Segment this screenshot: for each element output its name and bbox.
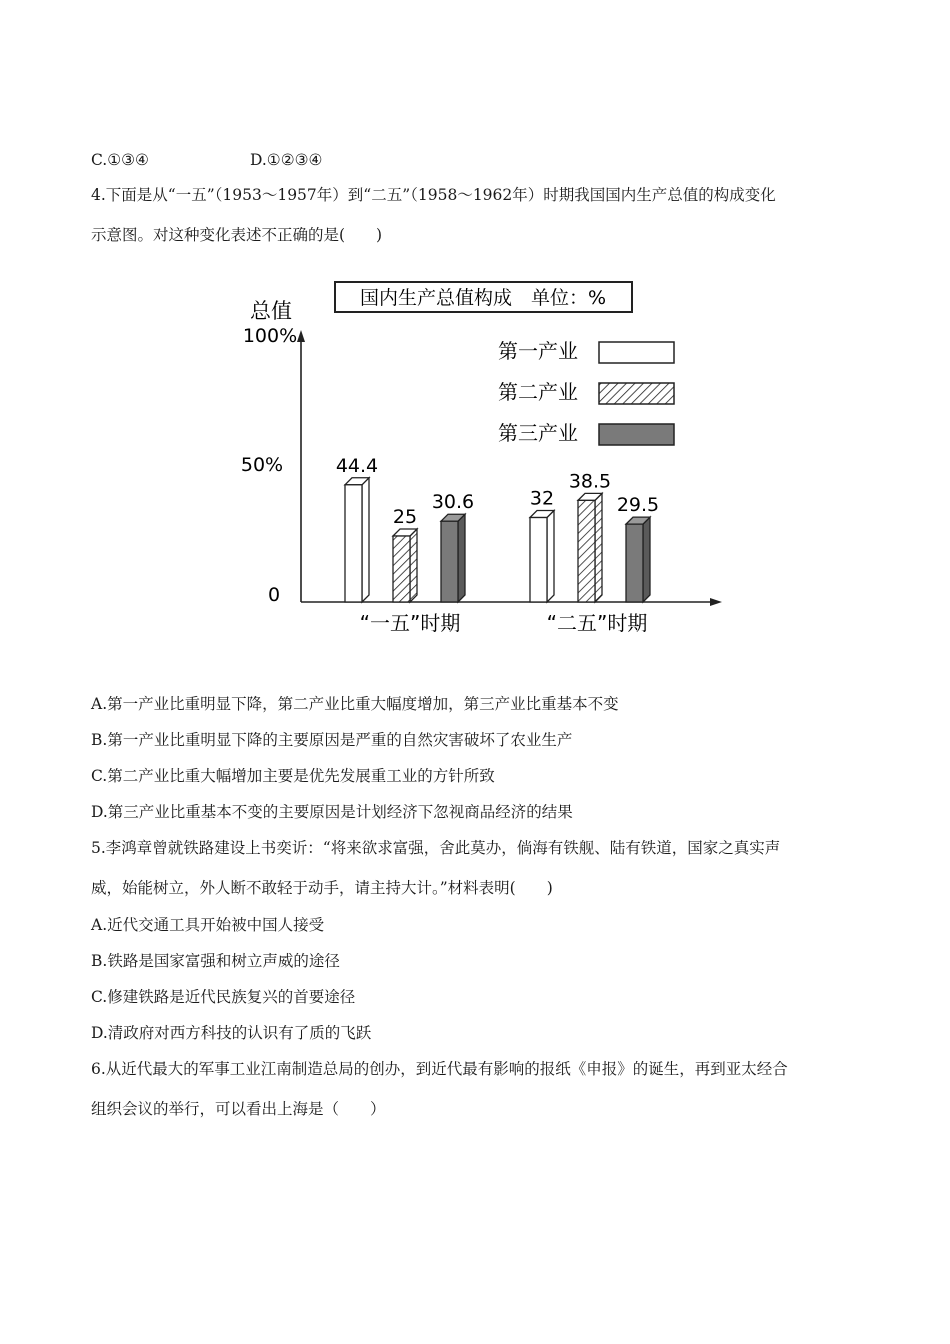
q6-stem-line1: 6.从近代最大的军事工业江南制造总局的创办，到近代最有影响的报纸《申报》的诞生，再到亚太经合 xyxy=(91,1060,788,1078)
gdp-composition-chart xyxy=(230,270,730,650)
chart-title: 国内生产总值构成 单位：% xyxy=(359,287,607,309)
y-axis-arrow xyxy=(297,330,305,342)
q5-stem-line1: 5.李鸿章曾就铁路建设上书奕䜣：“将来欲求富强，舍此莫办，倘海有铁舰、陆有铁道，国家之真实声 xyxy=(91,839,781,857)
bar-primary-2 xyxy=(530,518,547,602)
q4-option-b: B.第一产业比重明显下降的主要原因是严重的自然灾害破坏了农业生产 xyxy=(91,731,573,749)
q4-stem-line1: 4.下面是从“一五”（1953～1957年）到“二五”（1958～1962年）时期我国国内生产总值的构成变化 xyxy=(91,186,776,204)
bar-value-label-tertiary-2: 29.5 xyxy=(616,494,660,517)
y-tick-label-0: 0 xyxy=(267,584,281,606)
bar-side-secondary-2 xyxy=(595,493,602,602)
bar-value-label-primary-2: 32 xyxy=(529,487,555,510)
q5-option-d: D.清政府对西方科技的认识有了质的飞跃 xyxy=(91,1024,372,1042)
q4-stem-line2: 示意图。对这种变化表述不正确的是( ) xyxy=(91,226,383,244)
bar-value-label-tertiary-1: 30.6 xyxy=(431,491,475,514)
bar-secondary-2 xyxy=(578,500,595,602)
y-tick-label-50: 50% xyxy=(240,454,284,476)
bar-side-primary-2 xyxy=(547,511,554,602)
bar-secondary-1 xyxy=(393,536,410,602)
y-axis-label: 总值 xyxy=(250,299,292,323)
bar-side-tertiary-2 xyxy=(643,517,650,602)
legend-swatch-primary xyxy=(599,342,674,363)
q5-option-c: C.修建铁路是近代民族复兴的首要途径 xyxy=(91,988,356,1006)
q4-option-d: D.第三产业比重基本不变的主要原因是计划经济下忽视商品经济的结果 xyxy=(91,803,573,821)
chart-legend xyxy=(498,339,674,445)
bar-primary-1 xyxy=(345,485,362,602)
bar-side-secondary-1 xyxy=(410,529,417,602)
q4-option-c: C.第二产业比重大幅增加主要是优先发展重工业的方针所致 xyxy=(91,767,495,785)
legend-swatch-tertiary xyxy=(599,424,674,445)
q5-option-b: B.铁路是国家富强和树立声威的途径 xyxy=(91,952,340,970)
legend-label-primary: 第一产业 xyxy=(498,339,578,363)
x-category-label-1: “一五”时期 xyxy=(359,611,461,635)
q5-option-a: A.近代交通工具开始被中国人接受 xyxy=(91,916,325,934)
x-category-label-2: “二五”时期 xyxy=(546,611,648,635)
chart-bars xyxy=(336,455,659,602)
q5-stem-line2: 威，始能树立，外人断不敢轻于动手，请主持大计。”材料表明( ) xyxy=(91,879,553,897)
q3-option-c: C.①③④ xyxy=(91,151,149,169)
q6-stem-line2: 组织会议的举行，可以看出上海是（ ） xyxy=(91,1100,386,1118)
legend-label-secondary: 第二产业 xyxy=(498,380,578,404)
bar-side-primary-1 xyxy=(362,478,369,602)
bar-value-label-primary-1: 44.4 xyxy=(335,454,379,477)
legend-label-tertiary: 第三产业 xyxy=(498,421,578,445)
bar-tertiary-1 xyxy=(441,521,458,602)
q3-option-d: D.①②③④ xyxy=(250,151,323,169)
q3-options-row xyxy=(91,150,323,170)
bar-side-tertiary-1 xyxy=(458,514,465,602)
bar-value-label-secondary-1: 25 xyxy=(392,506,418,528)
q4-option-a: A.第一产业比重明显下降，第二产业比重大幅度增加，第三产业比重基本不变 xyxy=(91,695,619,713)
bar-tertiary-2 xyxy=(626,524,643,602)
bar-value-label-secondary-2: 38.5 xyxy=(568,470,612,493)
y-tick-label-100: 100% xyxy=(242,325,298,347)
x-axis-arrow xyxy=(710,598,722,606)
legend-swatch-secondary xyxy=(599,383,674,404)
